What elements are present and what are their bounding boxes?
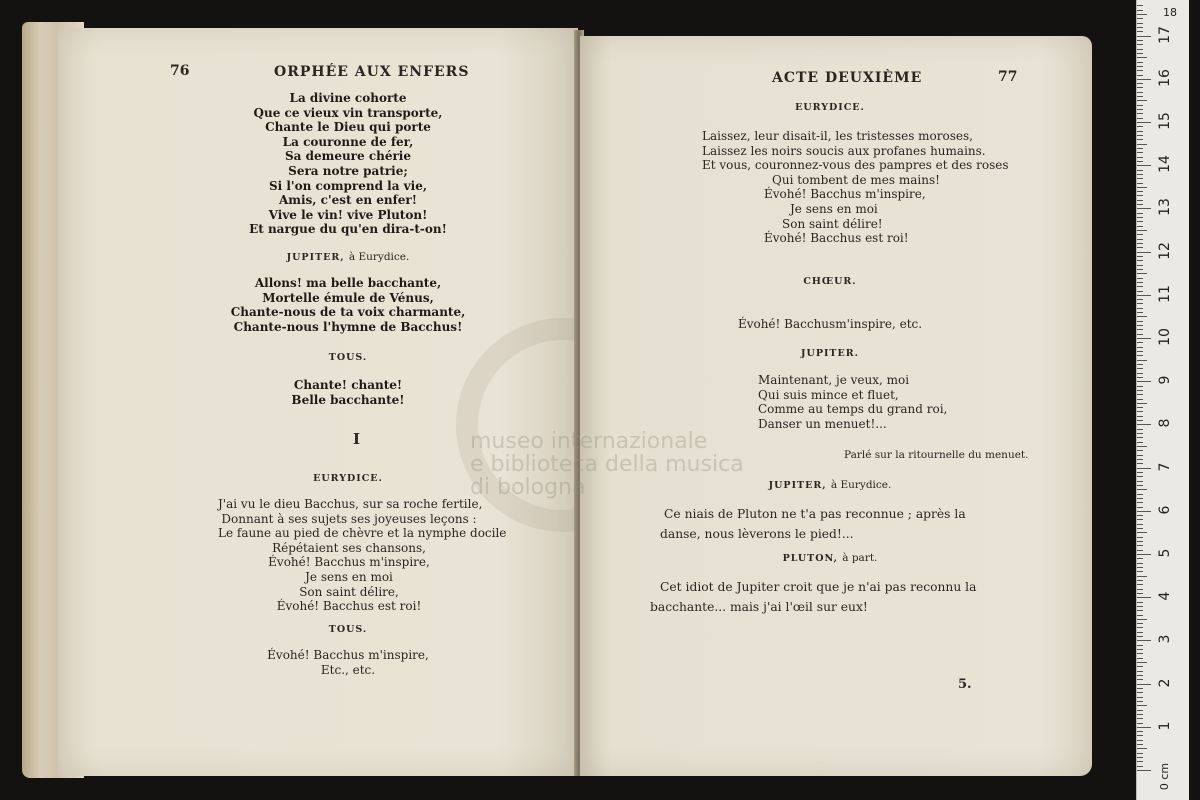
song-verse-6: [702, 129, 1009, 246]
ruler-label: 11: [1157, 284, 1173, 303]
ruler-tick: [1137, 273, 1147, 274]
verse-line: Son saint délire,: [299, 584, 399, 599]
speaker-eurydice: EURYDICE.: [795, 102, 865, 113]
ruler-tick: [1137, 640, 1151, 641]
ruler-tick: [1137, 338, 1151, 339]
chorus-line: Évohé! Bacchusm'inspire, etc.: [737, 317, 923, 331]
ruler-tick: [1137, 442, 1143, 443]
ruler-tick: [1137, 316, 1147, 317]
ruler-tick: [1137, 174, 1143, 175]
ruler-tick: [1137, 303, 1143, 304]
speaker-tous-1: TOUS.: [328, 352, 368, 363]
ruler-tick: [1137, 122, 1151, 123]
verse-line: Évohé! Bacchus m'inspire,: [267, 648, 429, 662]
verse-line: Belle bacchante!: [291, 392, 405, 407]
ruler-tick: [1137, 589, 1143, 590]
ruler-tick: [1137, 342, 1143, 343]
ruler-tick: [1137, 14, 1147, 15]
ruler-tick: [1137, 105, 1143, 106]
ruler-tick: [1137, 567, 1143, 568]
ruler-tick: [1137, 563, 1143, 564]
ruler-tick: [1137, 632, 1143, 633]
verse-line: Maintenant, je veux, moi: [758, 373, 910, 387]
ruler-tick: [1137, 239, 1143, 240]
ruler-tick: [1137, 498, 1143, 499]
speaker-jupiter-to-eurydice: JUPITER, à Eurydice.: [768, 479, 892, 491]
left-page-number: 76: [170, 63, 190, 79]
ruler-tick: [1137, 247, 1143, 248]
verse-line: Donnant à ses sujets ses joyeuses leçons :: [221, 511, 477, 526]
ruler-tick: [1137, 360, 1147, 361]
ruler-tick: [1137, 416, 1143, 417]
ruler-tick: [1137, 744, 1143, 745]
ruler-tick: [1137, 152, 1143, 153]
ruler-tick: [1137, 295, 1151, 296]
ruler-tick: [1137, 148, 1143, 149]
ruler-tick: [1137, 282, 1143, 283]
verse-line: Et nargue du qu'en dira-t-on!: [249, 222, 447, 237]
ruler-tick: [1137, 70, 1143, 71]
ruler-tick: [1137, 653, 1143, 654]
verse-line: Que ce vieux vin transporte,: [253, 105, 443, 120]
verse-line: Comme au temps du grand roi,: [758, 402, 948, 417]
ruler-label: 16: [1157, 68, 1173, 87]
ruler-tick: [1137, 515, 1143, 516]
ruler-tick: [1137, 481, 1143, 482]
ruler-tick: [1137, 619, 1147, 620]
ruler-tick: [1137, 407, 1143, 408]
ruler-tick: [1137, 519, 1143, 520]
ruler-tick: [1137, 476, 1143, 477]
ruler-tick: [1137, 679, 1143, 680]
ruler-tick: [1137, 494, 1143, 495]
ruler-tick: [1137, 610, 1143, 611]
ruler-tick: [1137, 541, 1143, 542]
ruler-label: 9: [1157, 375, 1173, 385]
ruler-label: 8: [1157, 418, 1173, 428]
speaker-pluton: PLUTON, à part.: [782, 552, 878, 564]
ruler-tick: [1137, 645, 1143, 646]
ruler-tick: [1137, 221, 1143, 222]
ruler-tick: [1137, 135, 1143, 136]
ruler-tick: [1137, 731, 1143, 732]
ruler-tick: [1137, 66, 1143, 67]
ruler-tick: [1137, 502, 1143, 503]
verse-line: Laissez, leur disait-il, les tristesses moroses,: [702, 129, 973, 143]
ruler-tick: [1137, 286, 1143, 287]
ruler-label: 4: [1157, 591, 1173, 601]
ruler-tick: [1137, 623, 1143, 624]
ruler-tick: [1137, 770, 1151, 771]
ruler-tick: [1137, 753, 1143, 754]
ruler-tick: [1137, 714, 1143, 715]
ruler-tick: [1137, 126, 1143, 127]
ruler-tick: [1137, 329, 1143, 330]
ruler-tick: [1137, 602, 1143, 603]
ruler-tick: [1137, 446, 1147, 447]
ruler-tick: [1137, 571, 1143, 572]
ruler-tick: [1137, 299, 1143, 300]
ruler-tick: [1137, 79, 1151, 80]
ruler-label: 17: [1157, 25, 1173, 44]
speaker-choeur: CHŒUR.: [803, 276, 857, 287]
ruler-tick: [1137, 260, 1143, 261]
ruler-tick: [1137, 269, 1143, 270]
ruler-tick: [1137, 36, 1151, 37]
ruler-tick: [1137, 390, 1143, 391]
verse-line: Évohé! Bacchus m'inspire,: [268, 555, 430, 570]
ruler-tick: [1137, 580, 1143, 581]
ruler-tick: [1137, 278, 1143, 279]
ruler-tick: [1137, 463, 1143, 464]
ruler-tick: [1137, 355, 1143, 356]
ruler-tick: [1137, 450, 1143, 451]
ruler-tick: [1137, 191, 1143, 192]
ruler-tick: [1137, 710, 1143, 711]
ruler-tick: [1137, 593, 1143, 594]
verse-line: Qui suis mince et fluet,: [758, 387, 899, 402]
ruler-tick: [1137, 208, 1151, 209]
verse-line: Répétaient ses chansons,: [272, 540, 426, 555]
ruler-tick: [1137, 243, 1143, 244]
ruler-label: 10: [1157, 328, 1173, 346]
ruler-tick: [1137, 18, 1143, 19]
verse-line: Chante le Dieu qui porte: [265, 120, 431, 135]
ruler-label: 3: [1157, 634, 1173, 644]
ruler-tick: [1137, 109, 1143, 110]
verse-line: Sa demeure chérie: [284, 149, 412, 164]
ruler-tick: [1137, 131, 1143, 132]
ruler-tick: [1137, 178, 1143, 179]
ruler-tick: [1137, 723, 1143, 724]
ruler-max: 18: [1163, 6, 1177, 19]
verse-line: Chante-nous de ta voix charmante,: [230, 305, 466, 320]
ruler-tick: [1137, 558, 1143, 559]
ruler-tick: [1137, 381, 1151, 382]
measurement-ruler: [1136, 0, 1189, 800]
ruler-tick: [1137, 53, 1143, 54]
verse-line: Je sens en moi: [790, 201, 878, 216]
verse-line: Évohé! Bacchus m'inspire,: [764, 187, 926, 202]
ruler-label: 1: [1157, 721, 1173, 731]
ruler-tick: [1137, 265, 1143, 266]
ruler-tick: [1137, 118, 1143, 119]
verse-line: Laissez les noirs soucis aux profanes humains.: [702, 143, 986, 158]
ruler-tick: [1137, 701, 1143, 702]
ruler-tick: [1137, 139, 1143, 140]
ruler-tick: [1137, 584, 1143, 585]
ruler-tick: [1137, 226, 1143, 227]
verse-line: Qui tombent de mes mains!: [772, 172, 940, 187]
ruler-tick: [1137, 537, 1143, 538]
ruler-tick: [1137, 718, 1143, 719]
ruler-tick: [1137, 347, 1143, 348]
ruler-tick: [1137, 183, 1143, 184]
ruler-tick: [1137, 472, 1143, 473]
ruler-label: 6: [1157, 505, 1173, 515]
song-verse-7: [758, 373, 958, 431]
ruler-label: 12: [1157, 241, 1173, 260]
ruler-tick: [1137, 671, 1143, 672]
left-page-header: ORPHÉE AUX ENFERS: [274, 64, 470, 80]
ruler-tick: [1137, 403, 1147, 404]
ruler-tick: [1137, 100, 1147, 101]
ruler-tick: [1137, 325, 1143, 326]
ruler-tick: [1137, 31, 1143, 32]
ruler-tick: [1137, 597, 1151, 598]
ruler-tick: [1137, 96, 1143, 97]
song-verse-4: [218, 497, 507, 614]
ruler-tick: [1137, 27, 1143, 28]
verse-line: Son saint délire!: [782, 216, 883, 231]
ruler-tick: [1137, 485, 1143, 486]
ruler-tick: [1137, 662, 1147, 663]
ruler-tick: [1137, 675, 1143, 676]
ruler-tick: [1137, 252, 1151, 253]
ruler-tick: [1137, 144, 1147, 145]
dialogue-pluton: Cet idiot de Jupiter croit que je n'ai pas reconnu la bacchante... mais j'ai l'œil sur eux!: [650, 580, 977, 614]
ruler-tick: [1137, 62, 1143, 63]
verse-line: Chante-nous l'hymne de Bacchus!: [233, 319, 463, 334]
left-page: [58, 28, 578, 776]
ruler-tick: [1137, 424, 1151, 425]
verse-line: La couronne de fer,: [282, 134, 414, 149]
speaker-jupiter: JUPITER.: [801, 348, 859, 359]
ruler-tick: [1137, 377, 1143, 378]
verse-line: La divine cohorte: [289, 91, 407, 105]
ruler-tick: [1137, 368, 1143, 369]
ruler-tick: [1137, 606, 1143, 607]
ruler-label: 5: [1157, 548, 1173, 558]
ruler-tick: [1137, 44, 1143, 45]
ruler-tick: [1137, 748, 1147, 749]
ruler-tick: [1137, 684, 1151, 685]
ruler-tick: [1137, 420, 1143, 421]
song-verse-3: [248, 378, 448, 407]
ruler-tick: [1137, 113, 1143, 114]
ruler-tick: [1137, 507, 1143, 508]
ruler-tick: [1137, 532, 1147, 533]
ruler-tick: [1137, 217, 1143, 218]
song-verse-1: [248, 91, 448, 237]
ruler-tick: [1137, 321, 1143, 322]
ruler-tick: [1137, 334, 1143, 335]
ruler-tick: [1137, 740, 1143, 741]
ruler-tick: [1137, 10, 1143, 11]
ruler-label: 15: [1157, 112, 1173, 130]
song-verse-5: [248, 648, 448, 677]
ruler-tick: [1137, 437, 1143, 438]
verse-line: Allons! ma belle bacchante,: [254, 276, 442, 290]
stage-direction: Parlé sur la ritournelle du menuet.: [844, 449, 1029, 461]
ruler-tick: [1137, 399, 1143, 400]
ruler-tick: [1137, 576, 1147, 577]
ruler-tick: [1137, 351, 1143, 352]
ruler-tick: [1137, 87, 1143, 88]
ruler-label: 14: [1157, 155, 1173, 174]
ruler-tick: [1137, 83, 1143, 84]
verse-line: Amis, c'est en enfer!: [278, 193, 418, 208]
ruler-tick: [1137, 195, 1143, 196]
ruler-tick: [1137, 757, 1143, 758]
ruler-tick: [1137, 688, 1143, 689]
ruler-tick: [1137, 692, 1143, 693]
ruler-label: 2: [1157, 678, 1173, 688]
ruler-tick: [1137, 92, 1143, 93]
ruler-tick: [1137, 705, 1147, 706]
ruler-tick: [1137, 234, 1143, 235]
ruler-tick: [1137, 649, 1143, 650]
ruler-tick: [1137, 373, 1143, 374]
ruler-label: 7: [1157, 462, 1173, 472]
ruler-tick: [1137, 394, 1143, 395]
ruler-tick: [1137, 75, 1143, 76]
verse-line: Chante! chante!: [293, 378, 403, 392]
ruler-tick: [1137, 5, 1143, 6]
ruler-tick: [1137, 157, 1143, 158]
ruler-tick: [1137, 545, 1143, 546]
ruler-tick: [1137, 636, 1143, 637]
ruler-tick: [1137, 200, 1143, 201]
ruler-tick: [1137, 49, 1143, 50]
ruler-tick: [1137, 550, 1143, 551]
verse-line: Et vous, couronnez-vous des pampres et des roses: [702, 158, 1009, 173]
right-page: [580, 36, 1092, 776]
ruler-tick: [1137, 489, 1147, 490]
ruler-tick: [1137, 666, 1143, 667]
verse-line: Vive le vin! vive Pluton!: [268, 207, 428, 222]
verse-line: Mortelle émule de Vénus,: [262, 290, 434, 305]
ruler-tick: [1137, 727, 1151, 728]
ruler-tick: [1137, 468, 1151, 469]
ruler-tick: [1137, 411, 1143, 412]
ruler-tick: [1137, 459, 1143, 460]
verse-line: Évohé! Bacchus est roi!: [764, 231, 909, 246]
right-page-number: 77: [998, 69, 1018, 85]
ruler-tick: [1137, 256, 1143, 257]
verse-line: J'ai vu le dieu Bacchus, sur sa roche fertile,: [218, 497, 483, 511]
ruler-tick: [1137, 57, 1147, 58]
ruler-tick: [1137, 213, 1143, 214]
ruler-tick: [1137, 766, 1143, 767]
verse-line: Le faune au pied de chèvre et la nymphe docile: [218, 526, 507, 541]
signature-mark: 5.: [958, 677, 972, 692]
verse-line: Évohé! Bacchus est roi!: [276, 599, 422, 614]
ruler-tick: [1137, 761, 1143, 762]
ruler-tick: [1137, 697, 1143, 698]
speaker-jupiter: JUPITER, à Eurydice.: [286, 251, 410, 263]
right-page-header: ACTE DEUXIÈME: [772, 70, 923, 86]
ruler-tick: [1137, 554, 1151, 555]
ruler-tick: [1137, 40, 1143, 41]
ruler-tick: [1137, 429, 1143, 430]
watermark-text: museo internazionale e biblioteca della musica di bologna: [470, 429, 744, 500]
ruler-tick: [1137, 735, 1143, 736]
ruler-tick: [1137, 524, 1143, 525]
ruler-tick: [1137, 312, 1143, 313]
ruler-tick: [1137, 230, 1147, 231]
ruler-tick: [1137, 204, 1143, 205]
ruler-tick: [1137, 627, 1143, 628]
verse-line: Si l'on comprend la vie,: [268, 178, 428, 193]
ruler-tick: [1137, 161, 1143, 162]
verse-line: Je sens en moi: [305, 569, 393, 584]
speaker-tous-2: TOUS.: [328, 624, 368, 635]
ruler-tick: [1137, 187, 1147, 188]
ruler-unit: 0 cm: [1158, 762, 1172, 791]
section-number: I: [353, 430, 361, 448]
ruler-label: 13: [1157, 198, 1173, 217]
ruler-tick: [1137, 615, 1143, 616]
verse-line: Etc., etc.: [320, 662, 376, 677]
ruler-tick: [1137, 291, 1143, 292]
verse-line: Sera notre patrie;: [288, 163, 408, 178]
ruler-tick: [1137, 170, 1143, 171]
ruler-tick: [1137, 364, 1143, 365]
ruler-tick: [1137, 433, 1143, 434]
ruler-tick: [1137, 386, 1143, 387]
ruler-tick: [1137, 528, 1143, 529]
ruler-tick: [1137, 23, 1143, 24]
ruler-tick: [1137, 511, 1151, 512]
ruler-tick: [1137, 165, 1151, 166]
speaker-eurydice: EURYDICE.: [313, 473, 383, 484]
dialogue-jupiter: Ce niais de Pluton ne t'a pas reconnue ; après la danse, nous lèverons le pied!...: [660, 507, 966, 541]
ruler-tick: [1137, 658, 1143, 659]
verse-line: Danser un menuet!...: [758, 416, 887, 431]
ruler-tick: [1137, 308, 1143, 309]
ruler-tick: [1137, 455, 1143, 456]
song-verse-2: [228, 276, 468, 334]
